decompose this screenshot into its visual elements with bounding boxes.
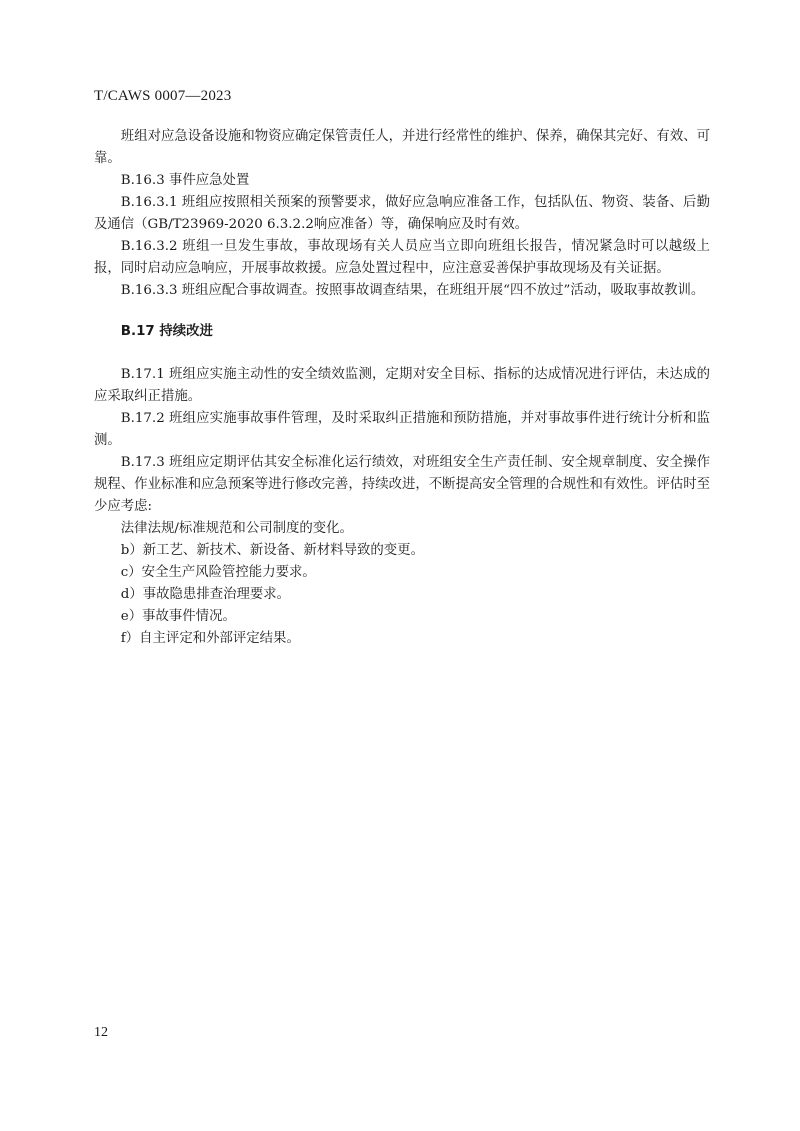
- clause-b-16-3-3: B.16.3.3 班组应配合事故调查。按照事故调查结果，在班组开展“四不放过”活动，吸取事故教训。: [120, 283, 705, 298]
- clause-b-17-2: B.17.2 班组应实施事故事件管理，及时采取纠正措施和预防措施，并对事故事件进行统计分析和监测。: [94, 411, 710, 448]
- list-item: c）安全生产风险管控能力要求。: [120, 565, 316, 580]
- paragraph-emergency-equipment: 班组对应急设备设施和物资应确定保管责任人，并进行经常性的维护、保养，确保其完好、有效、可靠。: [94, 129, 710, 166]
- evaluation-considerations-list: [94, 518, 710, 650]
- page-content: [94, 126, 710, 650]
- list-item: b）新工艺、新技术、新设备、新材料导致的变更。: [120, 543, 424, 558]
- list-item: 法律法规/标准规范和公司制度的变化。: [120, 521, 353, 536]
- clause-b-17-1: B.17.1 班组应实施主动性的安全绩效监测，定期对安全目标、指标的达成情况进行评估，未达成的应采取纠正措施。: [94, 367, 710, 404]
- clause-b-16-3-title: B.16.3 事件应急处置: [120, 173, 250, 188]
- clause-b-16-3-1: B.16.3.1 班组应按照相关预案的预警要求，做好应急响应准备工作，包括队伍、物资、装备、后勤及通信（GB/T23969-2020 6.3.2.2响应准备）等，确保响应及时有效。: [94, 195, 710, 232]
- page-number: 12: [94, 1025, 108, 1040]
- document-code: T/CAWS 0007—2023: [94, 88, 232, 104]
- list-item: e）事故事件情况。: [120, 609, 236, 624]
- list-item: d）事故隐患排查治理要求。: [120, 587, 291, 602]
- clause-b-17-3: B.17.3 班组应定期评估其安全标准化运行绩效，对班组安全生产责任制、安全规章制度、安全操作规程、作业标准和应急预案等进行修改完善，持续改进，不断提高安全管理的合规性和有效性。评估时至少应考虑:: [94, 455, 710, 514]
- list-item: f）自主评定和外部评定结果。: [120, 631, 300, 646]
- section-heading-b-17: B.17 持续改进: [120, 324, 213, 339]
- clause-b-16-3-2: B.16.3.2 班组一旦发生事故，事故现场有关人员应当立即向班组长报告，情况紧急时可以越级上报，同时启动应急响应，开展事故救援。应急处置过程中，应注意妥善保护事故现场及有关证据。: [94, 239, 710, 276]
